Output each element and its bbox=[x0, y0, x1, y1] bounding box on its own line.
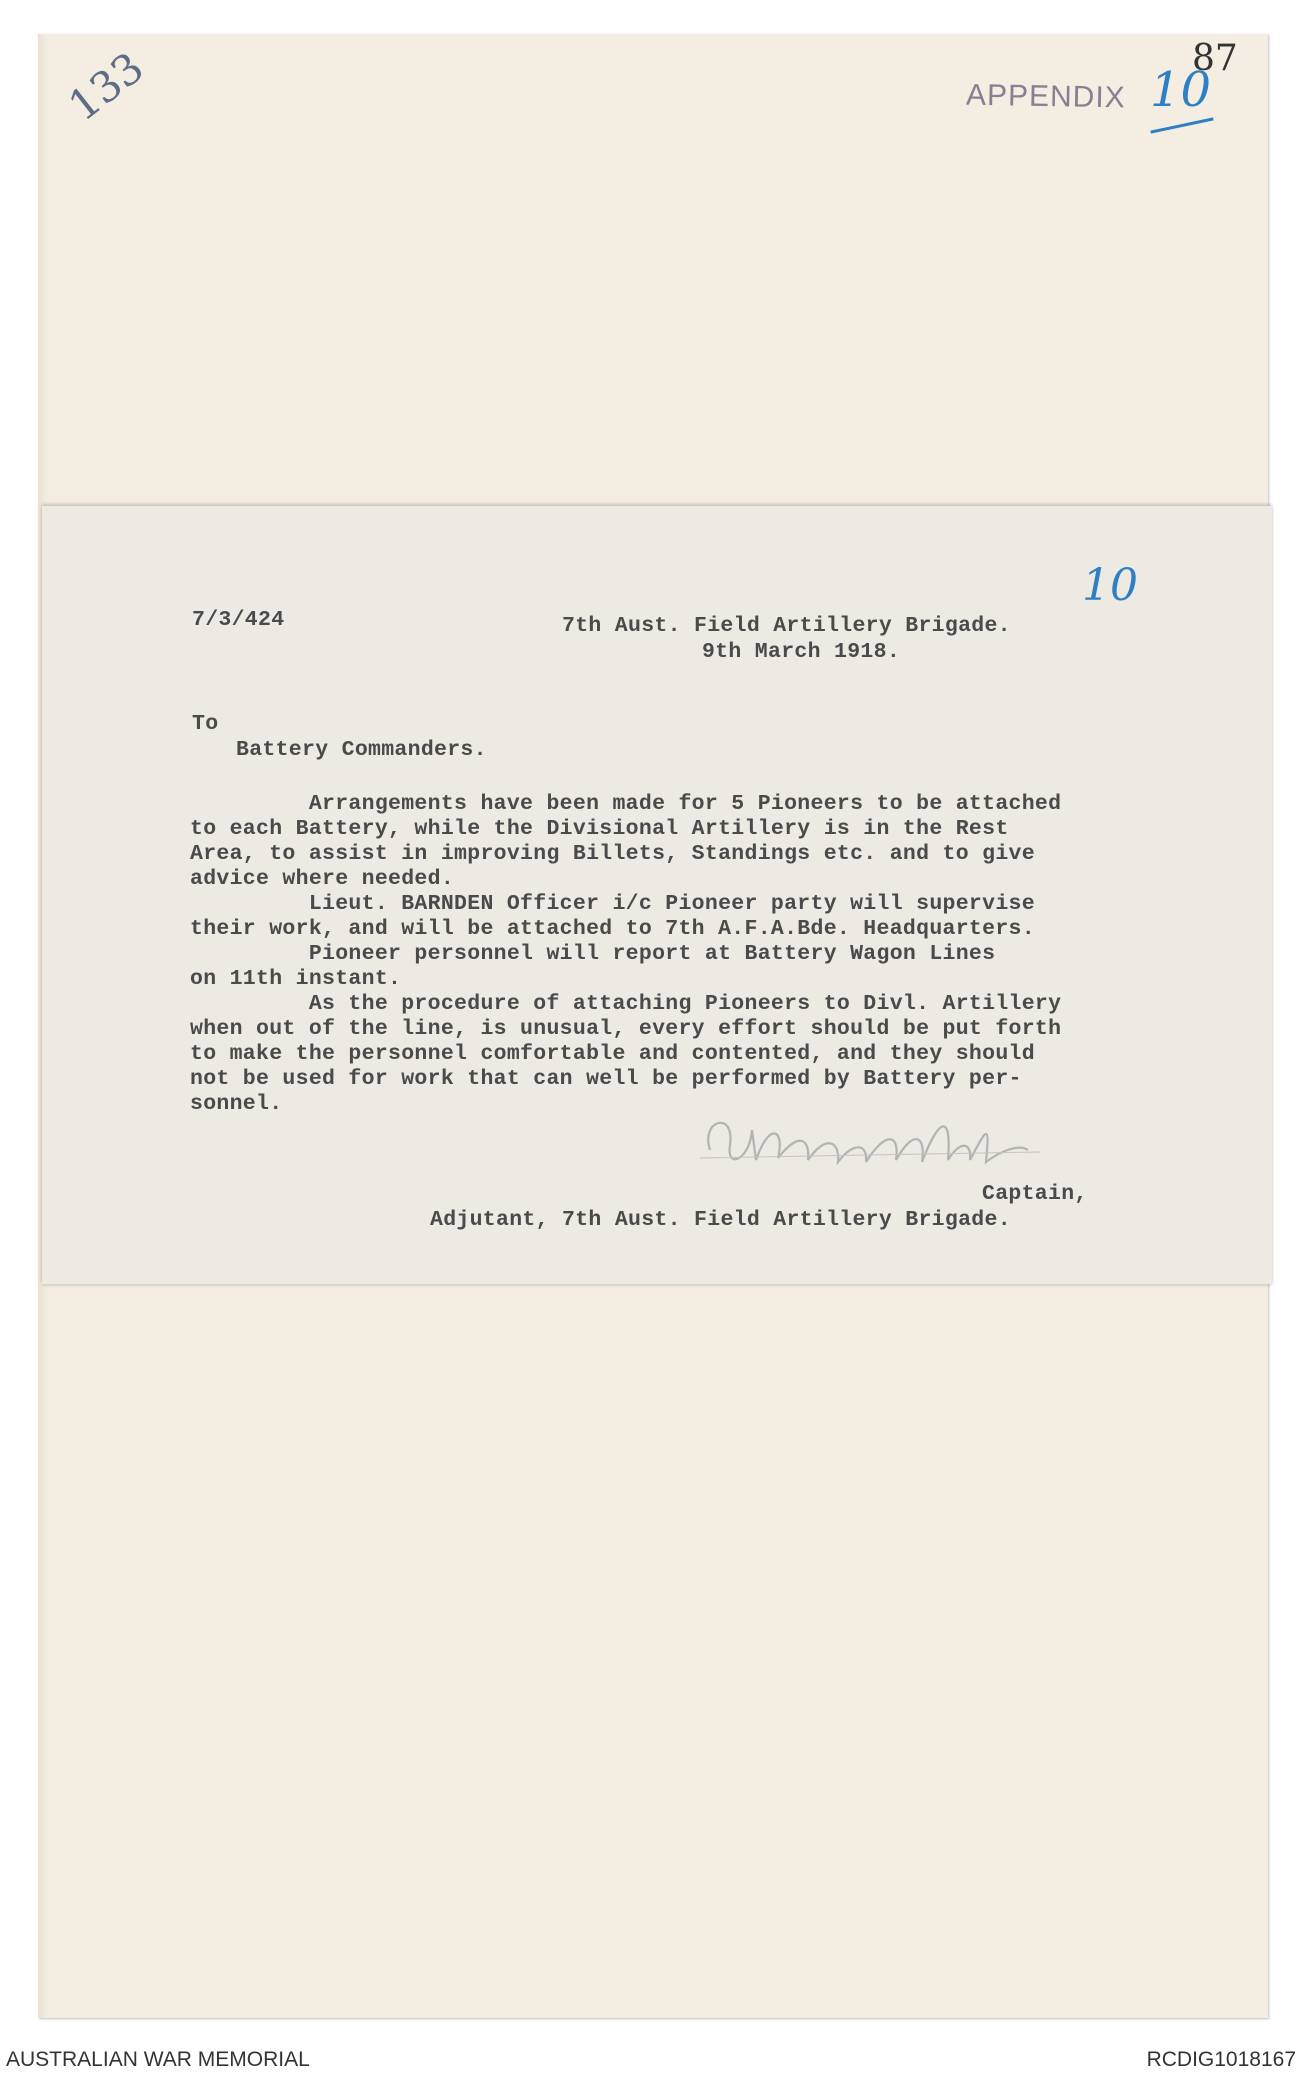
body-line: sonnel. bbox=[190, 1092, 283, 1116]
body-line: to make the personnel comfortable and contented, and they should bbox=[190, 1042, 1035, 1066]
letter-body bbox=[190, 792, 1240, 1117]
addressee: Battery Commanders. bbox=[236, 738, 487, 762]
body-line: Arrangements have been made for 5 Pioneers to be attached bbox=[190, 792, 1062, 816]
appendix-number: 10 bbox=[1150, 62, 1212, 118]
slip-number: 10 bbox=[1082, 560, 1138, 611]
body-line: when out of the line, is unusual, every effort should be put forth bbox=[190, 1017, 1062, 1041]
signatory-title: Adjutant, 7th Aust. Field Artillery Brigade. bbox=[430, 1208, 1011, 1232]
page-number: 87 bbox=[1192, 38, 1238, 79]
folio-number: 133 bbox=[59, 42, 153, 131]
letter-date: 9th March 1918. bbox=[702, 640, 901, 664]
appendix-stamp: APPENDIX bbox=[965, 78, 1127, 115]
body-line: advice where needed. bbox=[190, 867, 455, 891]
handwritten-signature bbox=[690, 1100, 1050, 1180]
addressee-to: To bbox=[192, 712, 219, 736]
body-line: Lieut. BARNDEN Officer i/c Pioneer party will supervise bbox=[190, 892, 1035, 916]
body-line: to each Battery, while the Divisional Artillery is in the Rest bbox=[190, 817, 1009, 841]
footer-reference: RCDIG1018167 bbox=[1146, 2048, 1296, 2071]
body-line: their work, and will be attached to 7th A.F.A.Bde. Headquarters. bbox=[190, 917, 1035, 941]
unit-heading: 7th Aust. Field Artillery Brigade. bbox=[562, 614, 1011, 638]
footer-source: AUSTRALIAN WAR MEMORIAL bbox=[6, 2048, 310, 2071]
body-line: Area, to assist in improving Billets, Standings etc. and to give bbox=[190, 842, 1035, 866]
body-line: on 11th instant. bbox=[190, 967, 402, 991]
reference-number: 7/3/424 bbox=[192, 608, 285, 632]
body-line: Pioneer personnel will report at Battery Wagon Lines bbox=[190, 942, 996, 966]
signatory-rank: Captain, bbox=[982, 1182, 1088, 1206]
body-line: not be used for work that can well be performed by Battery per- bbox=[190, 1067, 1022, 1091]
body-line: As the procedure of attaching Pioneers to Divl. Artillery bbox=[190, 992, 1062, 1016]
